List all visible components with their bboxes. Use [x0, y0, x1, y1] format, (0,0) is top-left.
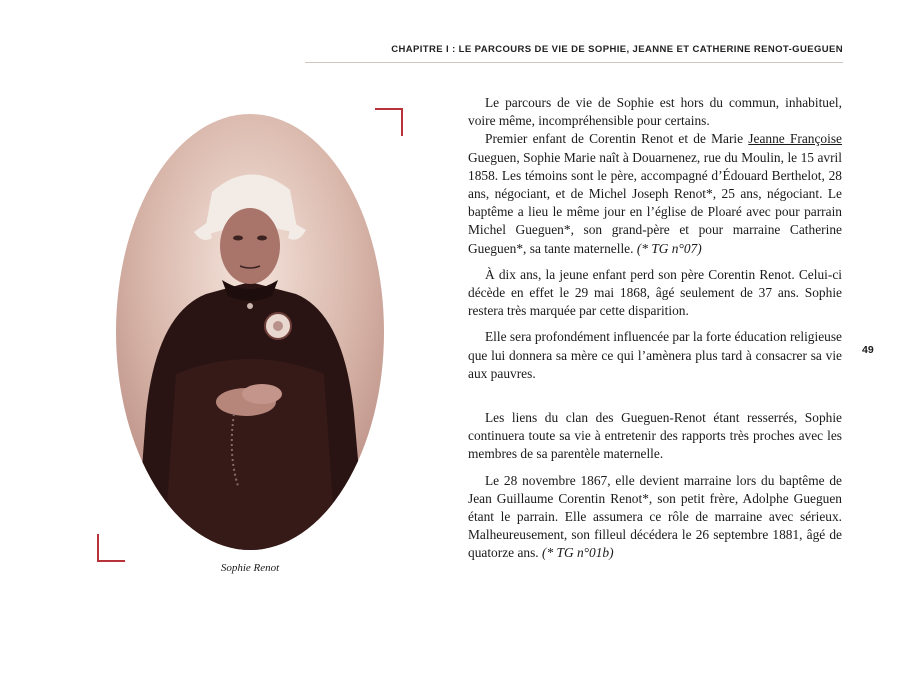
body-text — [468, 94, 842, 571]
paragraph-6 — [468, 472, 842, 563]
paragraph-2-start: Premier enfant de Corentin Renot et de Marie — [485, 131, 749, 147]
genealogy-reference: (* TG n°07) — [636, 240, 702, 256]
running-header: CHAPITRE I : LE PARCOURS DE VIE DE SOPHIE, JEANNE ET CATHERINE RENOT-GUEGUEN — [391, 44, 843, 55]
paragraph-2-rest: Gueguen, Sophie Marie naît à Douarnenez, rue du Moulin, le 15 avril 1858. Les témoins sont le père, accompagné d’Édouard Berthelot, 28 ans, négociant, et de Michel Joseph Renot*, 25 ans, négociant. Le baptême a lieu le même jour en l’église de Ploaré avec pour parrain Michel Gueguen*, son grand-père et pour marraine Catherine Gueguen*, sa tante maternelle. — [468, 149, 842, 256]
header-rule — [305, 62, 843, 63]
paragraph-3: À dix ans, la jeune enfant perd son père Corentin Renot. Celui-ci décède en effet le 29 mai 1868, âgé seulement de 37 ans. Sophie restera très marquée par cette disparition. — [468, 266, 842, 319]
genealogy-reference: (* TG n°01b) — [542, 545, 614, 561]
photo-caption: Sophie Renot — [220, 562, 280, 574]
page-number: 49 — [862, 344, 874, 356]
portrait-photo — [116, 114, 384, 550]
paragraph-5: Les liens du clan des Gueguen-Renot étant resserrés, Sophie continuera toute sa vie à entretenir des rapports très proches avec les membres de sa parentèle maternelle. — [468, 410, 842, 462]
paragraph-6-text: Le 28 novembre 1867, elle devient marraine lors du baptême de Jean Guillaume Corentin Renot*, son petit frère, Adolphe Gueguen étant le parrain. Elle assumera ce rôle de marraine avec sérieux. Malheureusement, son filleul décédera le 26 septembre 1881, âgé de quatorze ans. — [468, 472, 842, 561]
paragraph-4: Elle sera profondément influencée par la forte éducation religieuse que lui donnera sa mère ce qui l’amènera plus tard à consacrer sa vie aux pauvres. — [468, 329, 842, 381]
underlined-name: Jeanne Françoise — [748, 131, 842, 147]
paragraph-2 — [468, 130, 842, 257]
paragraph-1: Le parcours de vie de Sophie est hors du commun, inhabituel, voire même, incompréhensible pour certains. — [468, 95, 842, 129]
